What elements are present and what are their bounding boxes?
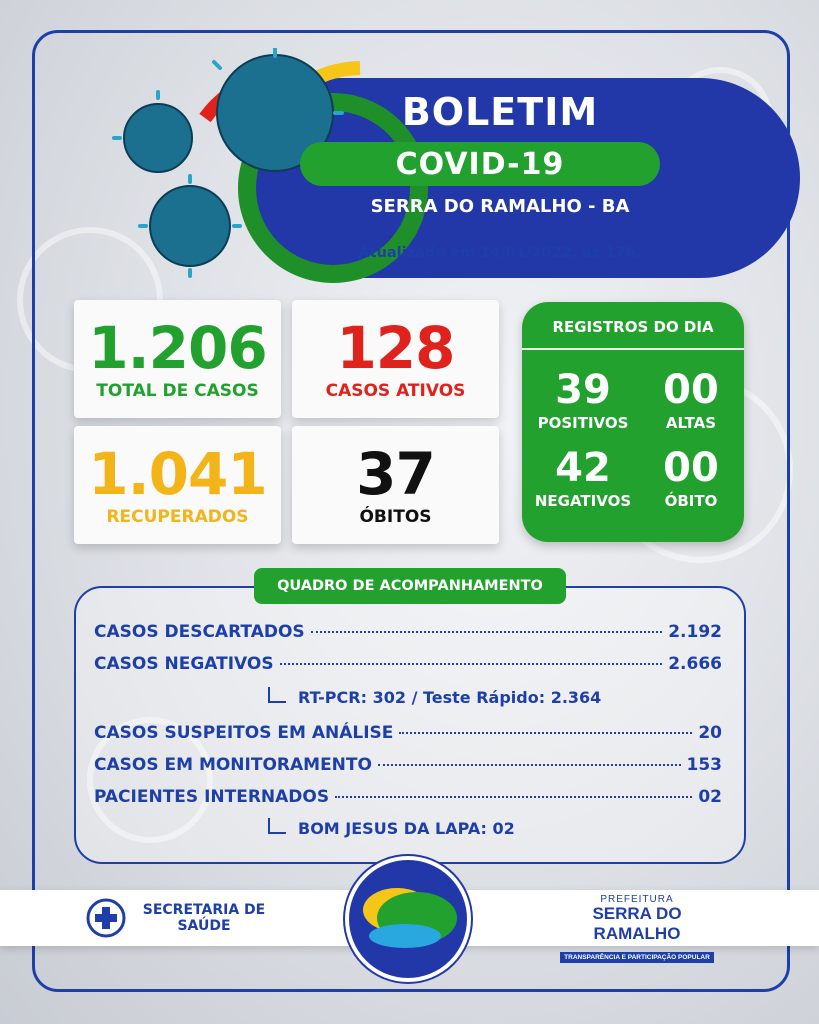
row-descartados (94, 622, 722, 642)
row-label: CASOS EM MONITORAMENTO (94, 755, 372, 775)
municipal-emblem (345, 856, 471, 982)
stat-total-label: TOTAL DE CASOS (96, 381, 259, 401)
daily-altas-value: 00 (663, 367, 719, 413)
stat-active-value: 128 (336, 314, 455, 382)
row-negativos (94, 654, 722, 674)
bulletin-subtitle: COVID-19 (395, 146, 565, 182)
daily-altas-label: ALTAS (665, 414, 717, 432)
daily-negativos (528, 446, 638, 510)
stat-active-label: CASOS ATIVOS (325, 381, 466, 401)
stat-total (74, 300, 281, 418)
elbow-connector-icon (268, 687, 286, 703)
row-value: 02 (698, 787, 722, 807)
daily-negativos-value: 42 (555, 445, 611, 491)
prefeitura-logo: PREFEITURA SERRA DO RAMALHO TRANSPARÊNCIA E PARTICIPAÇÃO POPULAR (552, 894, 722, 963)
health-secretariat: SECRETARIA DE SAÚDE (142, 902, 266, 934)
location: SERRA DO RAMALHO - BA (370, 196, 630, 217)
tracking-title: QUADRO DE ACOMPANHAMENTO (254, 568, 566, 604)
health-cross-icon (86, 898, 126, 938)
row-internados (94, 787, 722, 807)
elbow-connector-icon (268, 818, 286, 834)
row-value: 153 (686, 755, 722, 775)
row-label: CASOS DESCARTADOS (94, 622, 305, 642)
stat-recovered-value: 1.041 (88, 440, 267, 508)
daily-altas (644, 368, 738, 432)
updated-text: Atualizado em 14/01/2022, às 17h. (358, 245, 642, 261)
stat-deaths-label: ÓBITOS (359, 507, 432, 527)
row-suspeitos (94, 723, 722, 743)
bulletin-title: BOLETIM (401, 90, 599, 134)
daily-positivos-value: 39 (555, 367, 611, 413)
daily-records-panel (522, 302, 744, 542)
daily-positivos-label: POSITIVOS (537, 414, 629, 432)
stat-active (292, 300, 499, 418)
emblem-leaf-icon (349, 860, 467, 978)
row-value: 20 (698, 723, 722, 743)
covid-pill (300, 142, 660, 186)
row-value: 2.192 (668, 622, 722, 642)
row-value: 2.666 (668, 654, 722, 674)
daily-obito (644, 446, 738, 510)
daily-records-title: REGISTROS DO DIA (552, 318, 714, 336)
row-internados-detail: BOM JESUS DA LAPA: 02 (268, 819, 515, 838)
row-negativos-detail: RT-PCR: 302 / Teste Rápido: 2.364 (268, 688, 601, 707)
stat-recovered (74, 426, 281, 544)
daily-positivos (528, 368, 638, 432)
daily-obito-label: ÓBITO (664, 492, 718, 510)
row-label: PACIENTES INTERNADOS (94, 787, 330, 807)
stat-deaths (292, 426, 499, 544)
stat-deaths-value: 37 (356, 440, 435, 508)
row-monitoramento (94, 755, 722, 775)
daily-negativos-label: NEGATIVOS (534, 492, 632, 510)
row-label: CASOS NEGATIVOS (94, 654, 274, 674)
daily-obito-value: 00 (663, 445, 719, 491)
stat-recovered-label: RECUPERADOS (106, 507, 249, 527)
stat-total-value: 1.206 (88, 314, 267, 382)
row-label: CASOS SUSPEITOS EM ANÁLISE (94, 723, 394, 743)
